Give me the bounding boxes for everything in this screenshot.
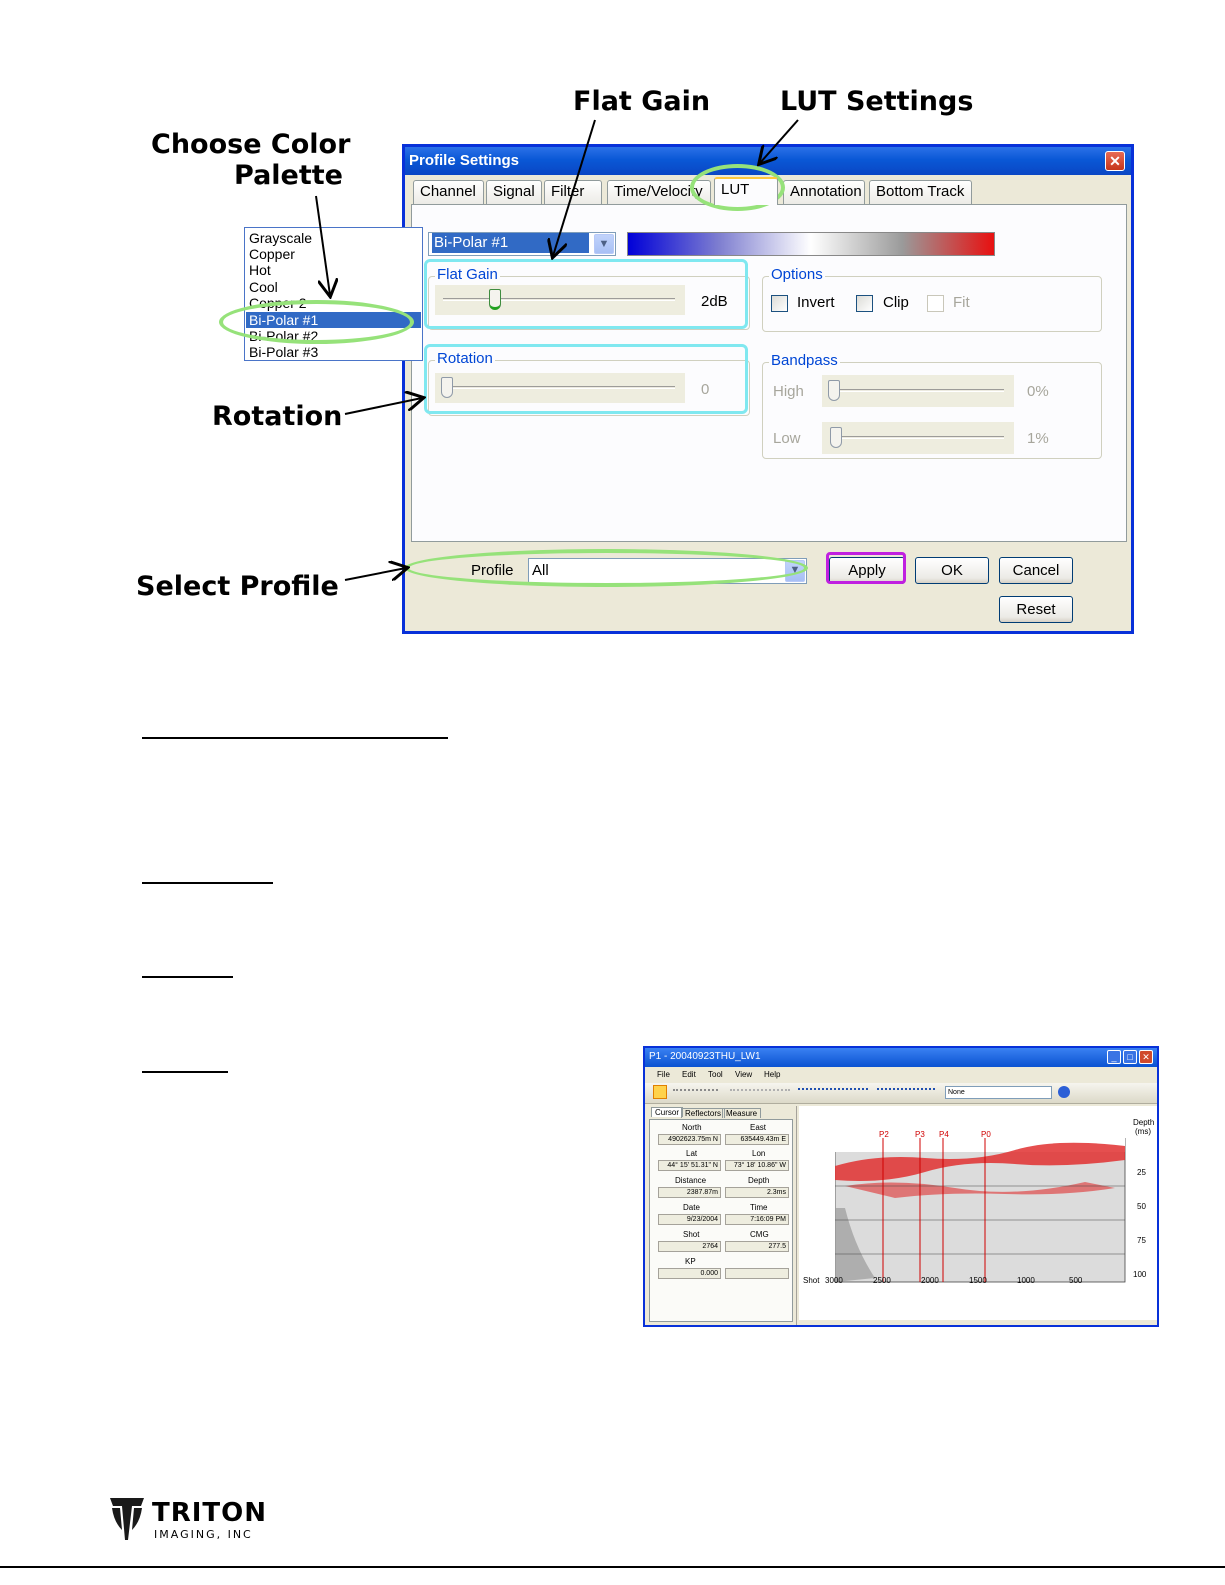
cursor-tool-icon[interactable] <box>653 1085 667 1099</box>
shot-tick: 3000 <box>825 1276 843 1285</box>
rotation-label: Rotation <box>437 350 493 367</box>
fit-label: Fit <box>953 294 970 311</box>
depth-axis-label-line2: (ms) <box>1135 1127 1151 1136</box>
marker-label: P4 <box>939 1130 949 1139</box>
invert-label: Invert <box>797 294 835 311</box>
marker-label: P3 <box>915 1130 925 1139</box>
menu-file[interactable]: File <box>657 1070 670 1079</box>
cursor-pane <box>647 1106 797 1326</box>
field-label-time: Time <box>750 1203 768 1212</box>
tab-measure[interactable]: Measure <box>722 1108 761 1118</box>
logo-subtitle: IMAGING, INC <box>154 1528 253 1541</box>
profile-view[interactable] <box>799 1106 1157 1320</box>
flat-gain-value: 2dB <box>701 293 728 310</box>
zoom-icons[interactable] <box>877 1088 935 1096</box>
shot-axis-label: Shot <box>803 1276 820 1285</box>
field-label-lat: Lat <box>686 1149 698 1158</box>
chevron-down-icon[interactable]: ▼ <box>785 560 805 582</box>
profile-arrow <box>345 568 406 580</box>
clip-label: Clip <box>883 294 909 311</box>
minimize-icon[interactable]: _ <box>1107 1050 1121 1064</box>
palette-item-bi-polar-3[interactable]: Bi-Polar #3 <box>249 344 319 360</box>
close-icon[interactable]: ✕ <box>1139 1050 1153 1064</box>
toolbar-icons[interactable] <box>798 1088 868 1096</box>
callout-arrows <box>0 0 1225 700</box>
toolbar-icons[interactable] <box>730 1089 790 1095</box>
flat-gain-callout: Flat Gain <box>573 86 711 117</box>
shot-tick: 1500 <box>969 1276 987 1285</box>
tab-bottom-track[interactable]: Bottom Track <box>869 180 972 204</box>
palette-item-bi-polar-2[interactable]: Bi-Polar #2 <box>249 328 319 344</box>
marker-label: P2 <box>879 1130 889 1139</box>
app-toolbar <box>645 1083 1157 1104</box>
app-screenshot <box>643 1046 1159 1327</box>
depth-tick: 50 <box>1137 1202 1146 1211</box>
chevron-down-icon[interactable]: ▼ <box>594 234 614 254</box>
palette-item-hot[interactable]: Hot <box>249 262 271 278</box>
profile-select-value: All <box>532 562 549 579</box>
menu-tool[interactable]: Tool <box>708 1070 723 1079</box>
field-label-depth: Depth <box>748 1176 770 1185</box>
tab-signal[interactable]: Signal <box>486 180 542 204</box>
field-value-cmg: 277.5 <box>725 1241 789 1252</box>
flat-gain-label: Flat Gain <box>437 266 498 283</box>
menu-help[interactable]: Help <box>764 1070 781 1079</box>
tab-time-velocity[interactable]: Time/Velocity <box>607 180 711 204</box>
tab-channel[interactable]: Channel <box>413 180 484 204</box>
field-value-north: 4902623.75m N <box>658 1134 721 1145</box>
shot-tick: 1000 <box>1017 1276 1035 1285</box>
field-value-shot: 2764 <box>658 1241 721 1252</box>
help-icon[interactable] <box>1058 1086 1070 1098</box>
cursor-fields <box>649 1119 793 1322</box>
tab-annotation[interactable]: Annotation <box>783 180 865 204</box>
profile-label: Profile <box>471 562 514 579</box>
field-label-north: North <box>682 1123 702 1132</box>
palette-item-cool[interactable]: Cool <box>249 279 278 295</box>
palette-item-copper[interactable]: Copper <box>249 246 295 262</box>
flat-gain-arrow <box>553 120 595 256</box>
rotation-callout: Rotation <box>212 401 343 432</box>
field-label-cmg: CMG <box>750 1230 769 1239</box>
field-value-date: 9/23/2004 <box>658 1214 721 1225</box>
depth-tick: 100 <box>1133 1270 1147 1279</box>
depth-tick: 25 <box>1137 1168 1146 1177</box>
rotation-arrow <box>345 398 422 414</box>
rotation-value: 0 <box>701 381 710 398</box>
triton-logo <box>108 1496 268 1544</box>
depth-axis-label-line1: Depth <box>1133 1118 1155 1127</box>
tab-lut[interactable]: LUT <box>714 177 778 205</box>
bandpass-low-value: 1% <box>1027 430 1049 447</box>
choose-palette-callout-line1: Choose Color <box>151 129 351 160</box>
shot-tick: 2000 <box>921 1276 939 1285</box>
field-value-lat: 44° 15' 51.31" N <box>658 1160 721 1171</box>
tab-reflectors[interactable]: Reflectors <box>681 1108 725 1118</box>
palette-item-grayscale[interactable]: Grayscale <box>249 230 313 246</box>
marker-label: P0 <box>981 1130 991 1139</box>
footer-rule <box>0 1566 1225 1568</box>
apply-button[interactable]: Apply <box>829 557 905 584</box>
toolbar-select[interactable] <box>945 1086 1052 1099</box>
trident-logo-icon <box>108 1496 146 1542</box>
section-underline <box>142 1071 228 1073</box>
depth-tick: 75 <box>1137 1236 1146 1245</box>
field-value-depth: 2.3ms <box>725 1187 789 1198</box>
field-value-lon: 73° 18' 10.86" W <box>725 1160 789 1171</box>
field-value-empty <box>725 1268 789 1279</box>
menu-edit[interactable]: Edit <box>682 1070 696 1079</box>
select-profile-callout: Select Profile <box>136 571 339 602</box>
field-value-distance: 2387.87m <box>658 1187 721 1198</box>
palette-select-value: Bi-Polar #1 <box>432 233 589 253</box>
options-label: Options <box>771 266 823 283</box>
tab-filter[interactable]: Filter <box>544 180 602 204</box>
shot-tick: 500 <box>1069 1276 1083 1285</box>
lut-settings-callout: LUT Settings <box>780 86 974 117</box>
cancel-button[interactable]: Cancel <box>999 557 1073 584</box>
app-menubar <box>645 1067 1157 1082</box>
logo-name: TRITON <box>152 1498 268 1528</box>
app-title: P1 - 20040923THU_LW1 <box>649 1051 761 1062</box>
bandpass-high-value: 0% <box>1027 383 1049 400</box>
dialog-title: Profile Settings <box>409 152 520 169</box>
bandpass-low-label: Low <box>773 430 801 447</box>
seismic-profile-image <box>835 1138 1131 1288</box>
section-underline <box>142 976 233 978</box>
palette-arrow <box>316 196 330 295</box>
field-label-date: Date <box>683 1203 700 1212</box>
field-value-east: 635449.43m E <box>725 1134 789 1145</box>
tab-cursor[interactable]: Cursor <box>651 1107 683 1117</box>
maximize-icon[interactable]: □ <box>1123 1050 1137 1064</box>
field-label-shot: Shot <box>683 1230 700 1239</box>
toolbar-icons[interactable] <box>673 1089 718 1095</box>
toolbar-select-value: None <box>948 1089 965 1096</box>
field-label-kp: KP <box>685 1257 696 1266</box>
palette-item-copper-2[interactable]: Copper 2 <box>249 295 307 311</box>
shot-tick: 2500 <box>873 1276 891 1285</box>
app-titlebar <box>645 1048 1157 1067</box>
bandpass-high-label: High <box>773 383 804 400</box>
close-button[interactable]: ✕ <box>1105 151 1125 171</box>
field-value-kp: 0.000 <box>658 1268 721 1279</box>
menu-view[interactable]: View <box>735 1070 753 1079</box>
choose-palette-callout-line2: Palette <box>234 160 343 191</box>
bandpass-label: Bandpass <box>771 352 838 369</box>
field-value-time: 7:16:09 PM <box>725 1214 789 1225</box>
lut-arrow <box>760 120 798 163</box>
section-underline <box>142 737 448 739</box>
section-underline <box>142 882 273 884</box>
field-label-lon: Lon <box>752 1149 766 1158</box>
field-label-east: East <box>750 1123 767 1132</box>
field-label-distance: Distance <box>675 1176 707 1185</box>
ok-button[interactable]: OK <box>915 557 989 584</box>
reset-button[interactable]: Reset <box>999 596 1073 623</box>
palette-item-bi-polar-1[interactable]: Bi-Polar #1 <box>246 312 421 328</box>
